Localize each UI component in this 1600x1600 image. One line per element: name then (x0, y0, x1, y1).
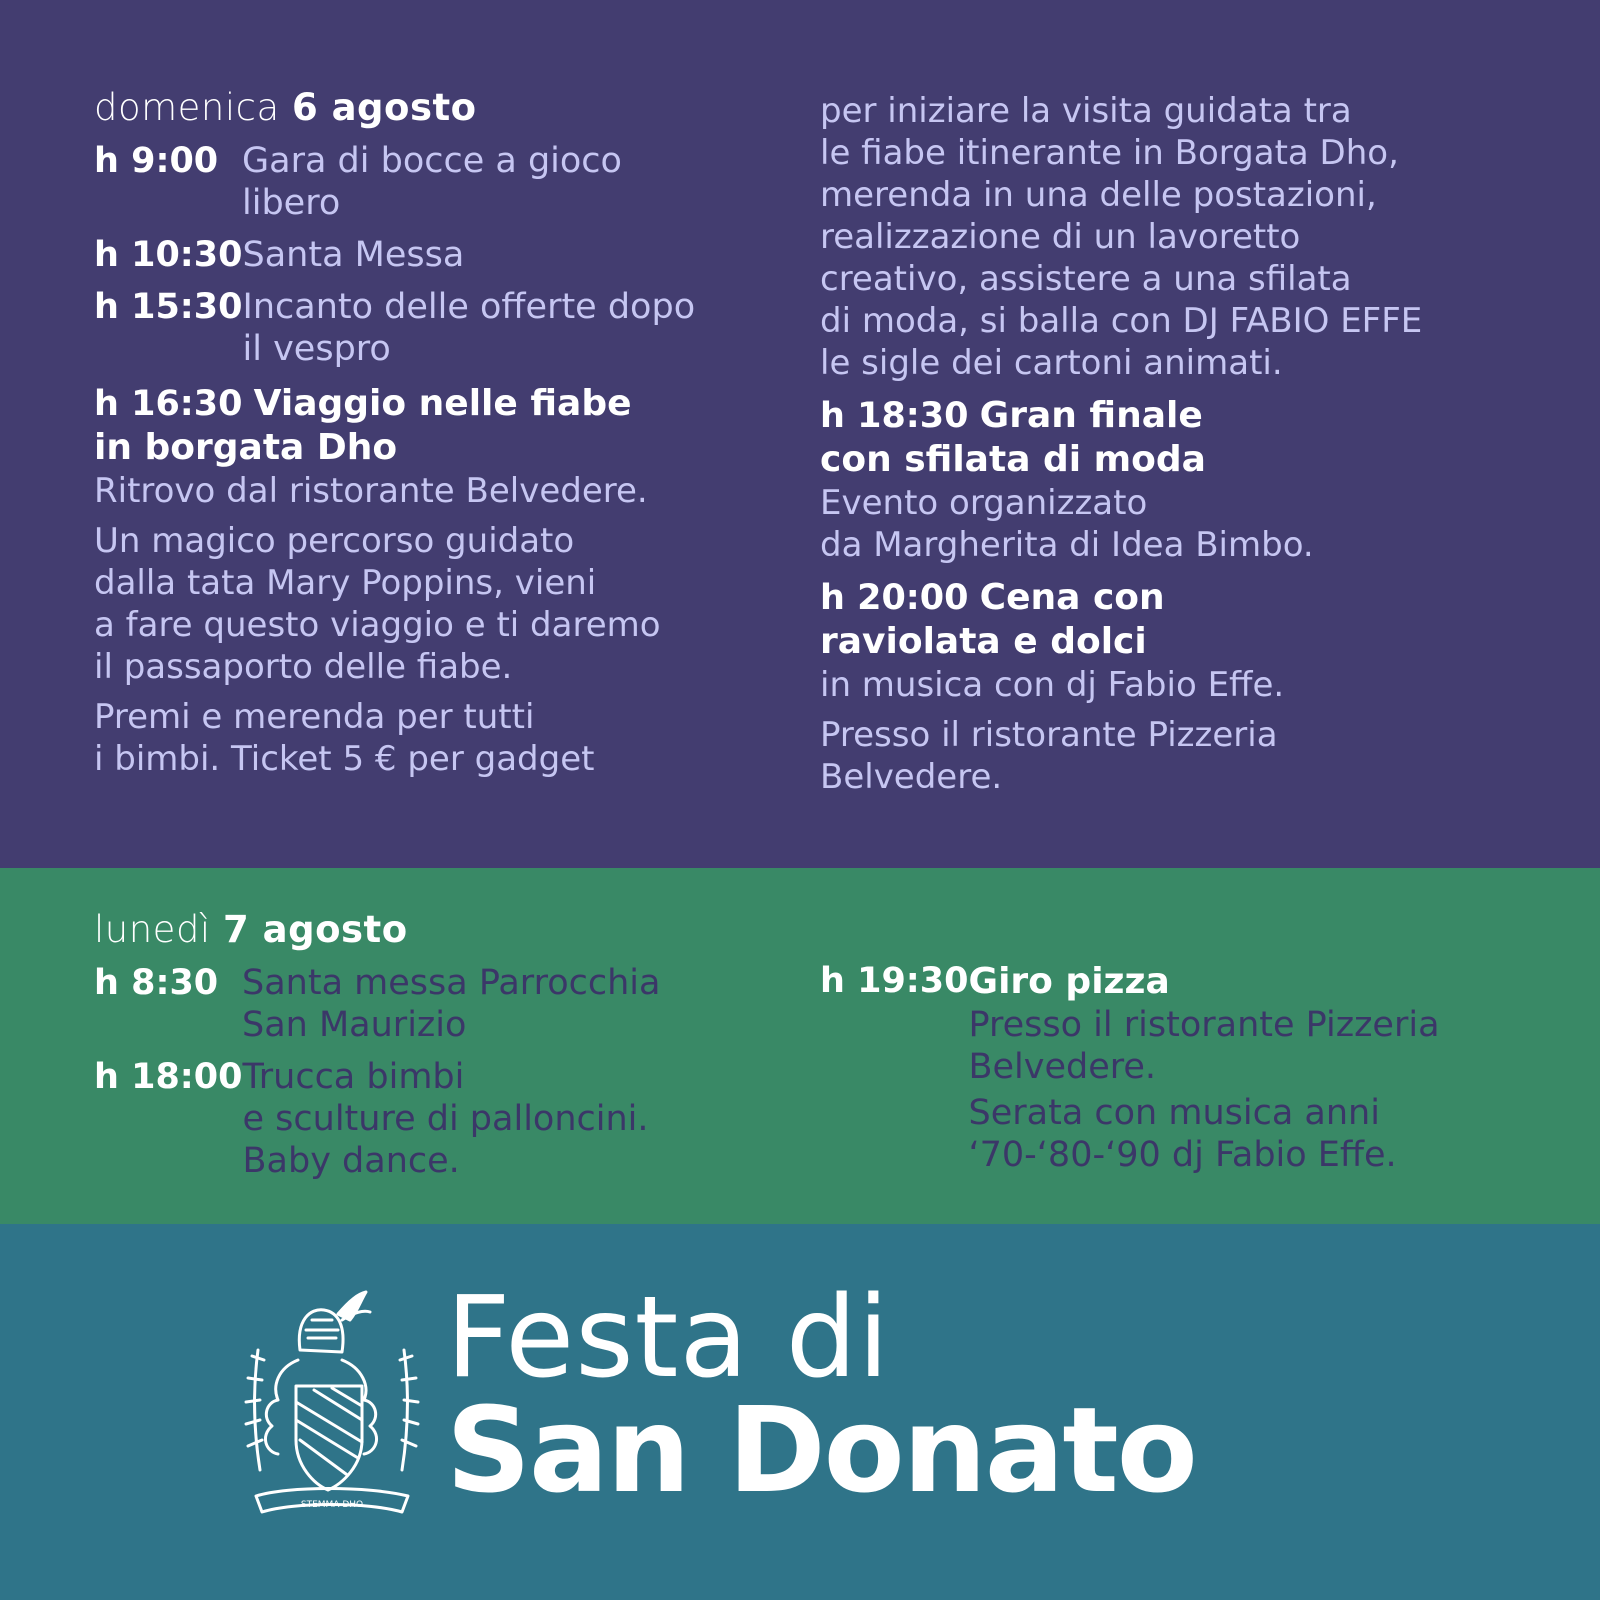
item-text: Santa Messa (242, 235, 465, 275)
trip-description: Un magico percorso guidato dalla tata Mary Poppins, vieni a fare questo viaggio e ti daremo il passaporto delle fiabe. (94, 521, 661, 687)
monday-section (0, 868, 1600, 1224)
monday-right-column (820, 960, 1540, 1176)
item-time: h 18:00 (94, 1057, 243, 1097)
item-time: h 19:30 (820, 961, 969, 1001)
pizza-item (820, 960, 1540, 1176)
sunday-day-heading (94, 86, 774, 130)
monday-day-heading (94, 908, 774, 952)
festival-title-line1: Festa di (446, 1273, 890, 1403)
pizza-title: Giro pizza (968, 961, 1170, 1002)
item-text: Santa messa Parrocchia San Maurizio (242, 963, 661, 1045)
dinner-title: h 20:00 Cena con raviolata e dolci (820, 577, 1165, 662)
item-text: Gara di bocce a gioco libero (242, 141, 622, 223)
item-time: h 15:30 (94, 287, 243, 327)
item-time: h 16:30 (94, 384, 243, 424)
coat-of-arms-icon (238, 1290, 426, 1528)
day-date: 6 agosto (291, 86, 477, 129)
item-time: h 10:30 (94, 235, 243, 275)
dinner-music: in musica con dj Fabio Effe. (820, 665, 1285, 705)
schedule-item (94, 140, 774, 224)
dinner-place: Presso il ristorante Pizzeria Belvedere. (820, 715, 1278, 797)
item-time: h 20:00 (820, 578, 969, 618)
day-word: domenica (94, 86, 280, 129)
prizes-text: Premi e merenda per tutti i bimbi. Ticket 5 € per gadget (94, 697, 595, 779)
item-time: h 18:30 (820, 396, 969, 436)
monday-left-column (94, 908, 774, 1182)
schedule-item (94, 286, 774, 370)
schedule-item (94, 234, 774, 276)
schedule-item (94, 1056, 774, 1182)
fairy-tale-trip-title: h 16:30 Viaggio nelle fiabe in borgata Dho (94, 383, 632, 468)
item-text: Trucca bimbi e sculture di palloncini. Baby dance. (242, 1057, 649, 1181)
emblem-motto: STEMMA DHO (300, 1500, 364, 1510)
festival-title-line2: San Donato (446, 1381, 1196, 1519)
finale-title: h 18:30 Gran finale con sfilata di moda (820, 395, 1206, 480)
finale-description: Evento organizzato da Margherita di Idea Bimbo. (820, 483, 1314, 565)
item-text: Incanto delle offerte dopo il vespro (242, 287, 696, 369)
pizza-place: Presso il ristorante Pizzeria Belvedere. (968, 1005, 1440, 1087)
day-date: 7 agosto (222, 908, 408, 951)
sunday-right-column (820, 90, 1540, 798)
day-word: lunedì (94, 908, 211, 951)
item-time: h 8:30 (94, 963, 219, 1003)
sunday-left-column (94, 86, 774, 780)
meeting-point: Ritrovo dal ristorante Belvedere. (94, 471, 648, 511)
item-time: h 9:00 (94, 141, 219, 181)
trip-continued: per iniziare la visita guidata tra le fiabe itinerante in Borgata Dho, merenda in una delle postazioni, realizzazione di un lavoretto creativo, assistere a una sfilata di moda, si balla con DJ FABIO EFFE le sigle dei cartoni animati. (820, 91, 1423, 383)
pizza-music: Serata con musica anni ‘70-‘80-‘90 dj Fabio Effe. (968, 1093, 1397, 1175)
pizza-text (969, 960, 1440, 1176)
schedule-item (94, 962, 774, 1046)
